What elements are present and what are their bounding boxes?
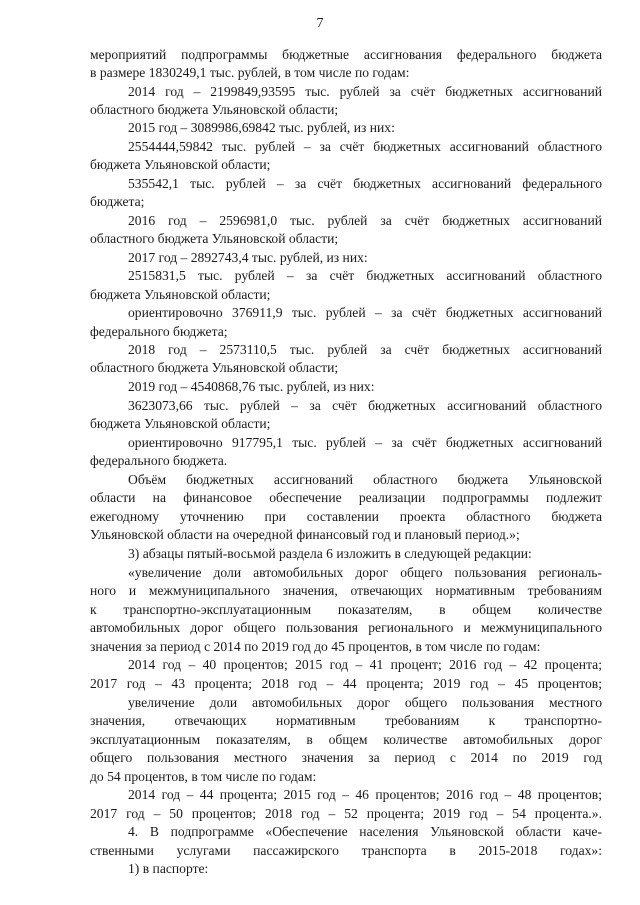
text-line: 2017 год – 2892743,4 тыс. рублей, из них: [128,250,368,265]
text-line: до 54 процентов, в том числе по годам: [90,769,317,784]
text-line: автомобильных дорог общего пользования регионального и межмуниципального [90,620,602,635]
text-line: ственными услугами пассажирского транспорта в 2015-2018 годах»: [90,843,602,858]
text-line: бюджета; [90,194,145,209]
text-line: 2016 год – 2596981,0 тыс. рублей за счёт бюджетных ассигнований [128,213,602,228]
text-line: 2515831,5 тыс. рублей – за счёт бюджетных ассигнований областного [128,268,602,283]
text-line: 2017 год – 43 процента; 2018 год – 44 процента; 2019 год – 45 процентов; [90,676,602,691]
text-line: мероприятий подпрограммы бюджетные ассигнования федерального бюджета [90,47,602,62]
text-line: области на финансовое обеспечение реализации подпрограммы подлежит [90,490,602,505]
text-line: 3623073,66 тыс. рублей – за счёт бюджетных ассигнований областного [128,398,602,413]
text-line: Ульяновской области на очередной финансовый год и плановый период.»; [90,527,520,542]
text-line: 2015 год – 3089986,69842 тыс. рублей, из них: [128,120,395,135]
text-line: областного бюджета Ульяновской области; [90,102,339,117]
text-line: бюджета Ульяновской области; [90,157,271,172]
page-number: 7 [316,16,324,31]
text-line: в размере 1830249,1 тыс. рублей, в том числе по годам: [90,65,410,80]
text-line: областного бюджета Ульяновской области; [90,231,339,246]
text-line: увеличение доли автомобильных дорог общего пользования местного [128,695,602,710]
text-line: 2018 год – 2573110,5 тыс. рублей за счёт бюджетных ассигнований [128,342,602,357]
text-line: 4. В подпрограмме «Обеспечение населения Ульяновской области каче- [128,824,602,839]
text-line: 2017 год – 50 процентов; 2018 год – 52 процента; 2019 год – 54 процента.». [90,806,602,821]
text-line: 2019 год – 4540868,76 тыс. рублей, из них: [128,379,375,394]
text-line: 3) абзацы пятый-восьмой раздела 6 изложить в следующей редакции: [128,546,532,561]
text-line: к транспортно-эксплуатационным показателям, в общем количестве [90,602,602,617]
text-line: 2554444,59842 тыс. рублей – за счёт бюджетных ассигнований областного [128,139,602,154]
text-line: ежегодному уточнению при составлении проекта областного бюджета [90,509,602,524]
text-line: 2014 год – 40 процентов; 2015 год – 41 процент; 2016 год – 42 процента; [128,657,602,672]
text-line: Объём бюджетных ассигнований областного бюджета Ульяновской [128,472,602,487]
text-line: областного бюджета Ульяновской области; [90,360,339,375]
text-line: 1) в паспорте: [128,861,209,876]
text-line: 2014 год – 44 процента; 2015 год – 46 процентов; 2016 год – 48 процентов; [128,787,602,802]
text-line: ного и межмуниципального значения, отвечающих нормативным требованиям [90,583,602,598]
text-line: ориентировочно 376911,9 тыс. рублей – за счёт бюджетных ассигнований [128,305,602,320]
text-line: ориентировочно 917795,1 тыс. рублей – за счёт бюджетных ассигнований [128,435,602,450]
text-line: значения за период с 2014 по 2019 год до 45 процентов, в том числе по годам: [90,639,541,654]
text-line: бюджета Ульяновской области; [90,416,271,431]
text-line: общего пользования местного значения за период с 2014 по 2019 год [90,750,602,765]
text-line: значения, отвечающих нормативным требованиям к транспортно- [90,713,602,728]
text-line: «увеличение доли автомобильных дорог общего пользования региональ- [128,565,602,580]
text-line: эксплуатационным показателям, в общем количестве автомобильных дорог [90,732,602,747]
text-line: 535542,1 тыс. рублей – за счёт бюджетных ассигнований федерального [128,176,602,191]
text-line: бюджета Ульяновской области; [90,287,271,302]
text-line: федерального бюджета; [90,324,228,339]
text-line: федерального бюджета. [90,453,228,468]
text-line: 2014 год – 2199849,93595 тыс. рублей за счёт бюджетных ассигнований [128,84,602,99]
